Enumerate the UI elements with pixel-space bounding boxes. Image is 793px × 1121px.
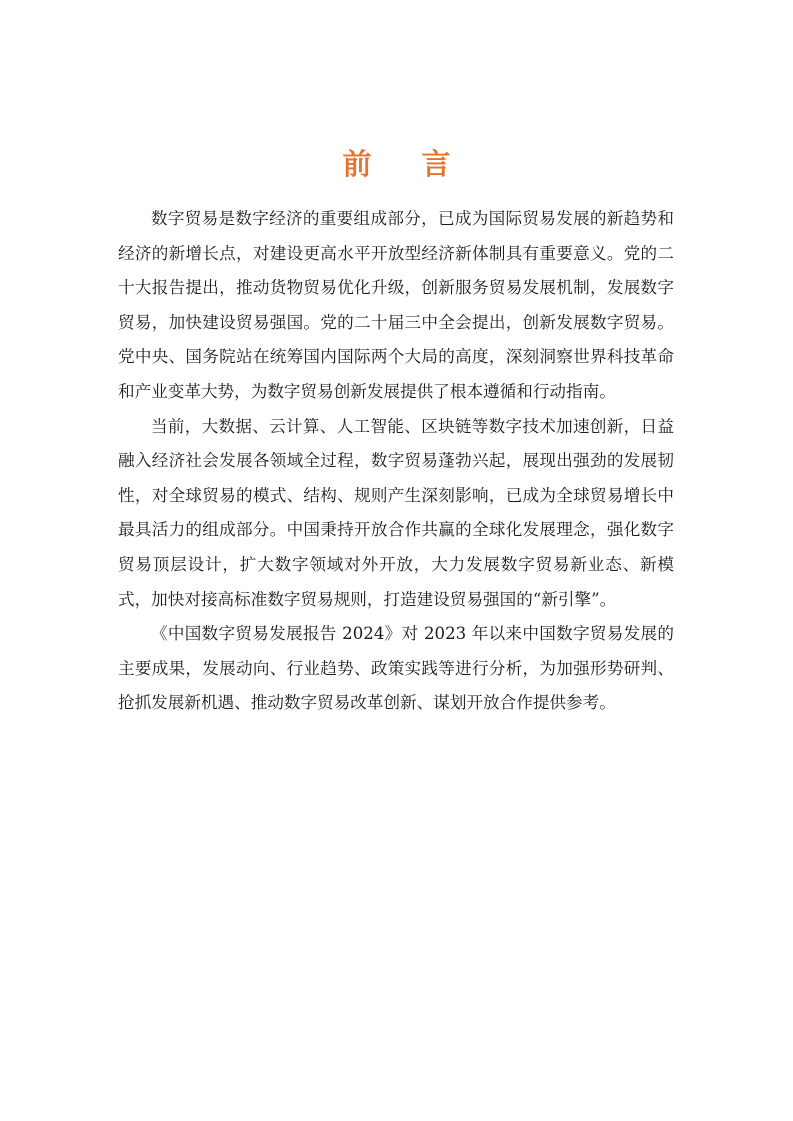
paragraph: 《中国数字贸易发展报告 2024》对 2023 年以来中国数字贸易发展的主要成果，发展动向、行业趋势、政策实践等进行分析，为加强形势研判、抢抓发展新机遇、推动数字贸易改革创新、谋划开放合作提供参考。	[118, 624, 674, 713]
paragraph: 当前，大数据、云计算、人工智能、区块链等数字技术加速创新，日益融入经济社会发展各领域全过程，数字贸易蓬勃兴起，展现出强劲的发展韧性，对全球贸易的模式、结构、规则产生深刻影响，已成为全球贸易增长中最具活力的组成部分。中国秉持开放合作共赢的全球化发展理念，强化数字贸易顶层设计，扩大数字领域对外开放，大力发展数字贸易新业态、新模式，加快对接高标准数字贸易规则，打造建设贸易强国的“新引擎”。	[118, 416, 674, 609]
page-title: 前 言	[342, 147, 471, 182]
paragraph: 数字贸易是数字经济的重要组成部分，已成为国际贸易发展的新趋势和经济的新增长点，对建设更高水平开放型经济新体制具有重要意义。党的二十大报告提出，推动货物贸易优化升级，创新服务贸易发展机制，发展数字贸易，加快建设贸易强国。党的二十届三中全会提出，创新发展数字贸易。党中央、国务院站在统筹国内国际两个大局的高度，深刻洞察世界科技革命和产业变革大势，为数字贸易创新发展提供了根本遵循和行动指南。	[118, 209, 674, 401]
preface-body	[118, 202, 674, 721]
